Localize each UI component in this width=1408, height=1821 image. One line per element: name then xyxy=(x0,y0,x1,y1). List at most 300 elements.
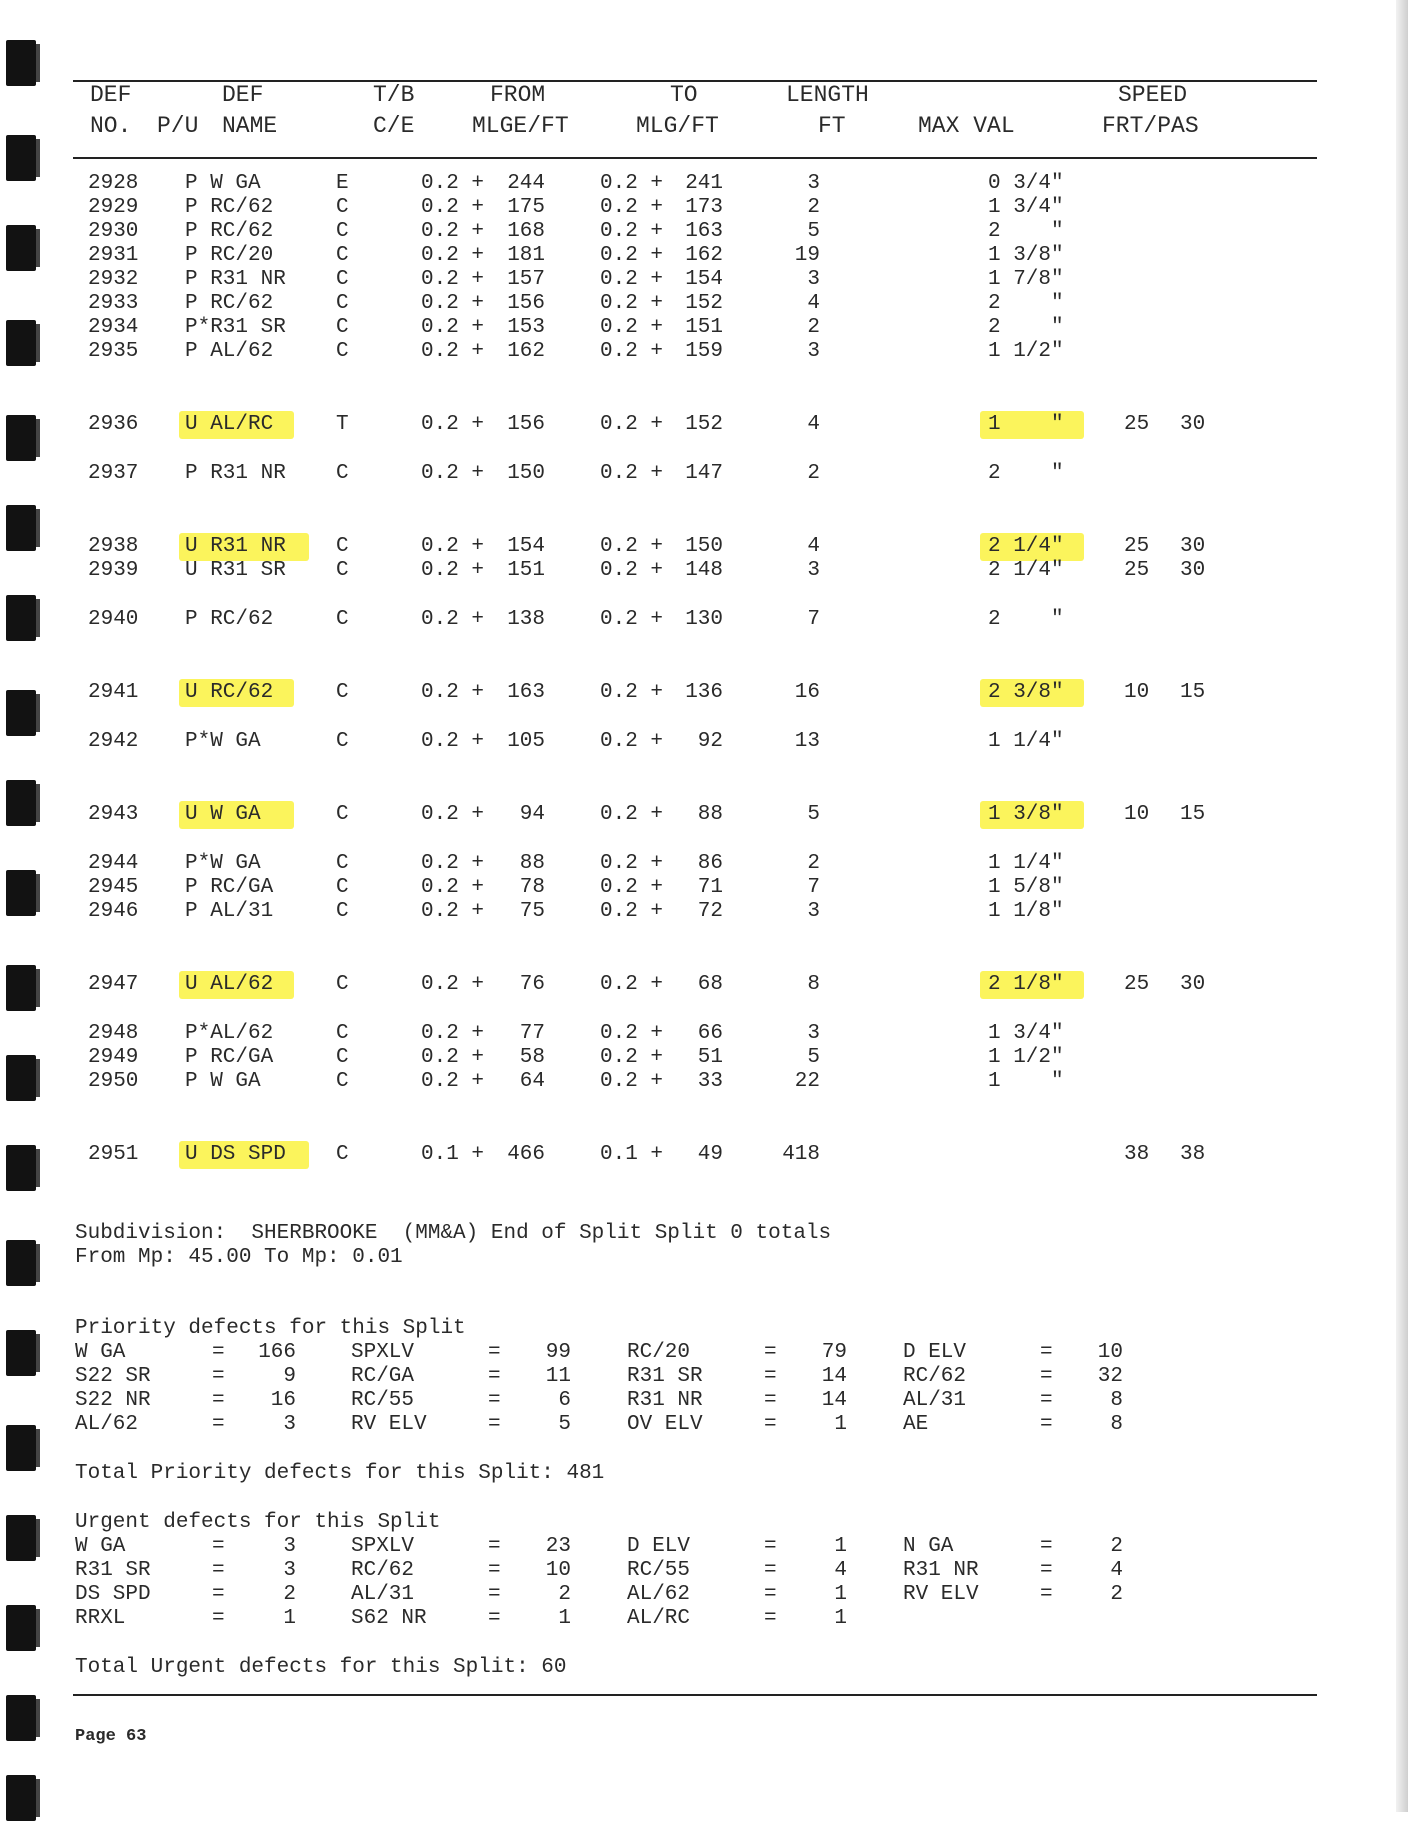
to-ft: 148 xyxy=(685,559,723,582)
def-no: 2928 xyxy=(88,172,139,195)
def-no: 2934 xyxy=(88,316,139,339)
speed-pas: 15 xyxy=(1180,803,1206,826)
equals-sign: = xyxy=(488,1607,501,1630)
to-ft: 33 xyxy=(697,1070,723,1093)
defect-type: RC/20 xyxy=(627,1341,691,1364)
binding-hole xyxy=(6,595,36,641)
to-ft: 86 xyxy=(697,852,723,875)
tb-ce: C xyxy=(336,803,349,826)
defect-type: N GA xyxy=(903,1535,954,1558)
length-ft: 2 xyxy=(807,462,820,485)
max-val: 2 1/4" xyxy=(988,535,1064,558)
from-ft: 175 xyxy=(507,196,545,219)
tb-ce: C xyxy=(336,608,349,631)
binding-hole xyxy=(6,1515,36,1561)
max-val: 2 " xyxy=(988,608,1064,631)
defect-count: 2 xyxy=(283,1583,296,1606)
defect-type: AE xyxy=(903,1413,929,1436)
def-pu-name: P*W GA xyxy=(185,730,261,753)
tb-ce: C xyxy=(336,1022,349,1045)
defect-count: 23 xyxy=(545,1535,571,1558)
from-mp: 0.2 + xyxy=(421,1070,485,1093)
def-pu-name: P RC/GA xyxy=(185,876,274,899)
def-no: 2949 xyxy=(88,1046,139,1069)
def-no: 2939 xyxy=(88,559,139,582)
equals-sign: = xyxy=(212,1341,225,1364)
from-mp: 0.2 + xyxy=(421,803,485,826)
defect-count: 4 xyxy=(834,1559,847,1582)
equals-sign: = xyxy=(764,1559,777,1582)
from-mp: 0.2 + xyxy=(421,559,485,582)
from-mp: 0.2 + xyxy=(421,220,485,243)
urgent-total: Total Urgent defects for this Split: 60 xyxy=(75,1656,567,1679)
speed-frt: 25 xyxy=(1124,535,1150,558)
to-mp: 0.2 + xyxy=(600,196,664,219)
def-no: 2946 xyxy=(88,900,139,923)
from-mp: 0.2 + xyxy=(421,1046,485,1069)
def-pu-name: P RC/62 xyxy=(185,292,274,315)
equals-sign: = xyxy=(212,1559,225,1582)
equals-sign: = xyxy=(764,1389,777,1412)
def-no: 2950 xyxy=(88,1070,139,1093)
max-val: 2 1/4" xyxy=(988,559,1064,582)
length-ft: 16 xyxy=(794,681,820,704)
binding-hole xyxy=(6,1425,36,1471)
from-mp: 0.2 + xyxy=(421,244,485,267)
to-ft: 151 xyxy=(685,316,723,339)
def-no: 2943 xyxy=(88,803,139,826)
def-pu-name: U W GA xyxy=(185,803,261,826)
to-ft: 152 xyxy=(685,413,723,436)
header-from-2: MLGE/FT xyxy=(472,113,569,139)
length-ft: 4 xyxy=(807,535,820,558)
to-mp: 0.2 + xyxy=(600,462,664,485)
defect-type: D ELV xyxy=(627,1535,691,1558)
defect-type: R31 SR xyxy=(627,1365,703,1388)
header-length-1: LENGTH xyxy=(786,82,869,108)
max-val: 1 " xyxy=(988,413,1064,436)
header-def-no-2: NO. xyxy=(90,113,132,139)
max-val: 1 1/8" xyxy=(988,900,1064,923)
urgent-title: Urgent defects for this Split xyxy=(75,1511,441,1534)
def-no: 2932 xyxy=(88,268,139,291)
from-ft: 64 xyxy=(519,1070,545,1093)
def-no: 2929 xyxy=(88,196,139,219)
from-mp: 0.1 + xyxy=(421,1143,485,1166)
header-speed-1: SPEED xyxy=(1118,82,1188,108)
from-mp: 0.2 + xyxy=(421,413,485,436)
to-ft: 49 xyxy=(697,1143,723,1166)
equals-sign: = xyxy=(212,1583,225,1606)
to-mp: 0.2 + xyxy=(600,559,664,582)
to-ft: 154 xyxy=(685,268,723,291)
to-ft: 130 xyxy=(685,608,723,631)
def-no: 2933 xyxy=(88,292,139,315)
equals-sign: = xyxy=(212,1413,225,1436)
defect-count: 166 xyxy=(258,1341,296,1364)
equals-sign: = xyxy=(1040,1341,1053,1364)
tb-ce: C xyxy=(336,292,349,315)
binding-hole xyxy=(6,1775,36,1821)
def-pu-name: P AL/31 xyxy=(185,900,274,923)
to-mp: 0.2 + xyxy=(600,172,664,195)
to-mp: 0.2 + xyxy=(600,340,664,363)
from-mp: 0.2 + xyxy=(421,681,485,704)
tb-ce: C xyxy=(336,535,349,558)
def-pu-name: P W GA xyxy=(185,1070,261,1093)
to-ft: 51 xyxy=(697,1046,723,1069)
from-ft: 151 xyxy=(507,559,545,582)
from-ft: 244 xyxy=(507,172,545,195)
equals-sign: = xyxy=(488,1341,501,1364)
from-mp: 0.2 + xyxy=(421,876,485,899)
defect-count: 2 xyxy=(1110,1583,1123,1606)
equals-sign: = xyxy=(488,1583,501,1606)
from-ft: 78 xyxy=(519,876,545,899)
to-mp: 0.2 + xyxy=(600,535,664,558)
equals-sign: = xyxy=(488,1559,501,1582)
tb-ce: T xyxy=(336,413,349,436)
from-ft: 156 xyxy=(507,292,545,315)
to-ft: 147 xyxy=(685,462,723,485)
length-ft: 2 xyxy=(807,852,820,875)
equals-sign: = xyxy=(764,1341,777,1364)
defect-type: SPXLV xyxy=(351,1341,415,1364)
defect-count: 11 xyxy=(545,1365,571,1388)
from-ft: 181 xyxy=(507,244,545,267)
equals-sign: = xyxy=(212,1607,225,1630)
to-ft: 66 xyxy=(697,1022,723,1045)
def-pu-name: P RC/20 xyxy=(185,244,274,267)
length-ft: 5 xyxy=(807,803,820,826)
defect-type: RV ELV xyxy=(903,1583,979,1606)
length-ft: 3 xyxy=(807,340,820,363)
from-mp: 0.2 + xyxy=(421,852,485,875)
defect-type: D ELV xyxy=(903,1341,967,1364)
length-ft: 2 xyxy=(807,316,820,339)
defect-type: RC/GA xyxy=(351,1365,415,1388)
speed-frt: 10 xyxy=(1124,681,1150,704)
equals-sign: = xyxy=(488,1535,501,1558)
defect-type: S62 NR xyxy=(351,1607,427,1630)
length-ft: 3 xyxy=(807,1022,820,1045)
header-pu: P/U xyxy=(157,113,199,139)
max-val: 1 1/4" xyxy=(988,730,1064,753)
def-no: 2948 xyxy=(88,1022,139,1045)
footer-rule xyxy=(73,1694,1317,1696)
def-no: 2930 xyxy=(88,220,139,243)
tb-ce: C xyxy=(336,340,349,363)
length-ft: 5 xyxy=(807,220,820,243)
to-mp: 0.2 + xyxy=(600,1022,664,1045)
binding-hole xyxy=(6,320,36,366)
def-no: 2945 xyxy=(88,876,139,899)
binding-hole xyxy=(6,1055,36,1101)
to-mp: 0.2 + xyxy=(600,268,664,291)
from-mp: 0.2 + xyxy=(421,268,485,291)
from-mp: 0.2 + xyxy=(421,462,485,485)
tb-ce: C xyxy=(336,1046,349,1069)
max-val: 0 3/4" xyxy=(988,172,1064,195)
def-no: 2937 xyxy=(88,462,139,485)
speed-pas: 30 xyxy=(1180,535,1206,558)
max-val: 2 " xyxy=(988,462,1064,485)
def-pu-name: U R31 NR xyxy=(185,535,286,558)
header-def-name-2: NAME xyxy=(222,113,278,139)
from-mp: 0.2 + xyxy=(421,535,485,558)
header-def-no-1: DEF xyxy=(90,82,132,108)
from-ft: 105 xyxy=(507,730,545,753)
length-ft: 8 xyxy=(807,973,820,996)
binding-hole xyxy=(6,1330,36,1376)
equals-sign: = xyxy=(488,1365,501,1388)
to-ft: 150 xyxy=(685,535,723,558)
equals-sign: = xyxy=(1040,1559,1053,1582)
max-val: 2 " xyxy=(988,316,1064,339)
defect-type: RRXL xyxy=(75,1607,126,1630)
to-mp: 0.2 + xyxy=(600,220,664,243)
from-ft: 156 xyxy=(507,413,545,436)
max-val: 2 " xyxy=(988,220,1064,243)
equals-sign: = xyxy=(764,1583,777,1606)
max-val: 1 3/4" xyxy=(988,1022,1064,1045)
def-pu-name: U AL/RC xyxy=(185,413,274,436)
def-pu-name: P R31 NR xyxy=(185,268,286,291)
from-ft: 162 xyxy=(507,340,545,363)
equals-sign: = xyxy=(212,1535,225,1558)
from-mp: 0.2 + xyxy=(421,900,485,923)
priority-total: Total Priority defects for this Split: 481 xyxy=(75,1462,605,1485)
to-ft: 159 xyxy=(685,340,723,363)
from-ft: 153 xyxy=(507,316,545,339)
to-mp: 0.2 + xyxy=(600,852,664,875)
equals-sign: = xyxy=(1040,1583,1053,1606)
defect-count: 2 xyxy=(558,1583,571,1606)
from-ft: 58 xyxy=(519,1046,545,1069)
max-val: 2 1/8" xyxy=(988,973,1064,996)
defect-type: OV ELV xyxy=(627,1413,703,1436)
header-tb-2: C/E xyxy=(373,113,415,139)
binding-hole xyxy=(6,505,36,551)
def-pu-name: P R31 NR xyxy=(185,462,286,485)
to-mp: 0.2 + xyxy=(600,1070,664,1093)
tb-ce: E xyxy=(336,172,349,195)
from-ft: 77 xyxy=(519,1022,545,1045)
defect-count: 3 xyxy=(283,1559,296,1582)
max-val: 2 " xyxy=(988,292,1064,315)
defect-type: RC/62 xyxy=(903,1365,967,1388)
header-def-name-1: DEF xyxy=(222,82,264,108)
binding-hole xyxy=(6,780,36,826)
equals-sign: = xyxy=(1040,1413,1053,1436)
from-ft: 157 xyxy=(507,268,545,291)
defect-count: 1 xyxy=(834,1607,847,1630)
to-mp: 0.2 + xyxy=(600,681,664,704)
from-ft: 150 xyxy=(507,462,545,485)
tb-ce: C xyxy=(336,852,349,875)
to-ft: 71 xyxy=(697,876,723,899)
binding-hole xyxy=(6,1605,36,1651)
defect-count: 6 xyxy=(558,1389,571,1412)
def-pu-name: U RC/62 xyxy=(185,681,274,704)
max-val: 1 1/4" xyxy=(988,852,1064,875)
equals-sign: = xyxy=(1040,1389,1053,1412)
defect-type: AL/62 xyxy=(627,1583,691,1606)
from-mp: 0.2 + xyxy=(421,1022,485,1045)
speed-pas: 15 xyxy=(1180,681,1206,704)
defect-count: 8 xyxy=(1110,1413,1123,1436)
defect-type: DS SPD xyxy=(75,1583,151,1606)
speed-pas: 30 xyxy=(1180,973,1206,996)
speed-frt: 25 xyxy=(1124,973,1150,996)
tb-ce: C xyxy=(336,196,349,219)
binding-hole xyxy=(6,225,36,271)
binding-hole xyxy=(6,40,36,86)
equals-sign: = xyxy=(212,1365,225,1388)
from-ft: 138 xyxy=(507,608,545,631)
binding-hole xyxy=(6,690,36,736)
def-no: 2935 xyxy=(88,340,139,363)
def-no: 2942 xyxy=(88,730,139,753)
def-pu-name: P RC/62 xyxy=(185,220,274,243)
to-ft: 173 xyxy=(685,196,723,219)
binding-hole xyxy=(6,415,36,461)
def-no: 2947 xyxy=(88,973,139,996)
from-ft: 163 xyxy=(507,681,545,704)
tb-ce: C xyxy=(336,730,349,753)
defect-count: 1 xyxy=(834,1535,847,1558)
header-max-val: MAX VAL xyxy=(918,113,1015,139)
from-ft: 154 xyxy=(507,535,545,558)
equals-sign: = xyxy=(764,1365,777,1388)
header-bottom-rule xyxy=(73,157,1317,159)
length-ft: 7 xyxy=(807,608,820,631)
def-pu-name: P RC/62 xyxy=(185,196,274,219)
tb-ce: C xyxy=(336,316,349,339)
page-edge-shadow xyxy=(1396,0,1408,1812)
def-no: 2938 xyxy=(88,535,139,558)
to-mp: 0.2 + xyxy=(600,316,664,339)
length-ft: 3 xyxy=(807,268,820,291)
to-mp: 0.1 + xyxy=(600,1143,664,1166)
mp-range-line: From Mp: 45.00 To Mp: 0.01 xyxy=(75,1246,403,1269)
to-mp: 0.2 + xyxy=(600,292,664,315)
from-mp: 0.2 + xyxy=(421,730,485,753)
defect-count: 1 xyxy=(283,1607,296,1630)
defect-count: 9 xyxy=(283,1365,296,1388)
tb-ce: C xyxy=(336,681,349,704)
to-mp: 0.2 + xyxy=(600,730,664,753)
to-mp: 0.2 + xyxy=(600,608,664,631)
length-ft: 7 xyxy=(807,876,820,899)
max-val: 2 3/8" xyxy=(988,681,1064,704)
header-from-1: FROM xyxy=(490,82,546,108)
def-pu-name: P*AL/62 xyxy=(185,1022,274,1045)
max-val: 1 1/2" xyxy=(988,340,1064,363)
to-ft: 136 xyxy=(685,681,723,704)
defect-count: 8 xyxy=(1110,1389,1123,1412)
defect-type: AL/31 xyxy=(351,1583,415,1606)
header-tb-1: T/B xyxy=(373,82,415,108)
from-ft: 76 xyxy=(519,973,545,996)
tb-ce: C xyxy=(336,876,349,899)
length-ft: 3 xyxy=(807,900,820,923)
tb-ce: C xyxy=(336,559,349,582)
defect-count: 1 xyxy=(834,1413,847,1436)
max-val: 1 5/8" xyxy=(988,876,1064,899)
length-ft: 13 xyxy=(794,730,820,753)
max-val: 1 3/8" xyxy=(988,244,1064,267)
def-pu-name: P*R31 SR xyxy=(185,316,286,339)
equals-sign: = xyxy=(764,1413,777,1436)
defect-count: 99 xyxy=(545,1341,571,1364)
defect-count: 79 xyxy=(821,1341,847,1364)
equals-sign: = xyxy=(1040,1535,1053,1558)
max-val: 1 3/8" xyxy=(988,803,1064,826)
tb-ce: C xyxy=(336,268,349,291)
equals-sign: = xyxy=(1040,1365,1053,1388)
defect-type: S22 NR xyxy=(75,1389,151,1412)
binding-hole xyxy=(6,1145,36,1191)
defect-count: 3 xyxy=(283,1535,296,1558)
def-pu-name: P AL/62 xyxy=(185,340,274,363)
from-mp: 0.2 + xyxy=(421,172,485,195)
defect-count: 3 xyxy=(283,1413,296,1436)
to-ft: 72 xyxy=(697,900,723,923)
equals-sign: = xyxy=(488,1389,501,1412)
to-ft: 152 xyxy=(685,292,723,315)
header-to-2: MLG/FT xyxy=(636,113,719,139)
from-mp: 0.2 + xyxy=(421,196,485,219)
defect-count: 4 xyxy=(1110,1559,1123,1582)
length-ft: 2 xyxy=(807,196,820,219)
defect-type: W GA xyxy=(75,1341,126,1364)
from-mp: 0.2 + xyxy=(421,973,485,996)
def-pu-name: U DS SPD xyxy=(185,1143,286,1166)
def-pu-name: U AL/62 xyxy=(185,973,274,996)
from-ft: 88 xyxy=(519,852,545,875)
from-ft: 75 xyxy=(519,900,545,923)
header-to-1: TO xyxy=(670,82,698,108)
equals-sign: = xyxy=(488,1413,501,1436)
length-ft: 3 xyxy=(807,559,820,582)
to-mp: 0.2 + xyxy=(600,876,664,899)
header-speed-2: FRT/PAS xyxy=(1102,113,1199,139)
defect-count: 5 xyxy=(558,1413,571,1436)
defect-type: RC/55 xyxy=(351,1389,415,1412)
tb-ce: C xyxy=(336,462,349,485)
max-val: 1 7/8" xyxy=(988,268,1064,291)
def-no: 2940 xyxy=(88,608,139,631)
def-no: 2944 xyxy=(88,852,139,875)
binding-hole xyxy=(6,965,36,1011)
from-mp: 0.2 + xyxy=(421,292,485,315)
to-mp: 0.2 + xyxy=(600,413,664,436)
speed-pas: 30 xyxy=(1180,559,1206,582)
from-mp: 0.2 + xyxy=(421,316,485,339)
defect-type: RC/62 xyxy=(351,1559,415,1582)
spiral-binding xyxy=(0,0,40,1812)
length-ft: 4 xyxy=(807,413,820,436)
max-val: 1 3/4" xyxy=(988,196,1064,219)
defect-type: W GA xyxy=(75,1535,126,1558)
from-mp: 0.2 + xyxy=(421,608,485,631)
to-ft: 163 xyxy=(685,220,723,243)
speed-pas: 38 xyxy=(1180,1143,1206,1166)
defect-count: 32 xyxy=(1097,1365,1123,1388)
defect-count: 16 xyxy=(270,1389,296,1412)
defect-count: 14 xyxy=(821,1389,847,1412)
